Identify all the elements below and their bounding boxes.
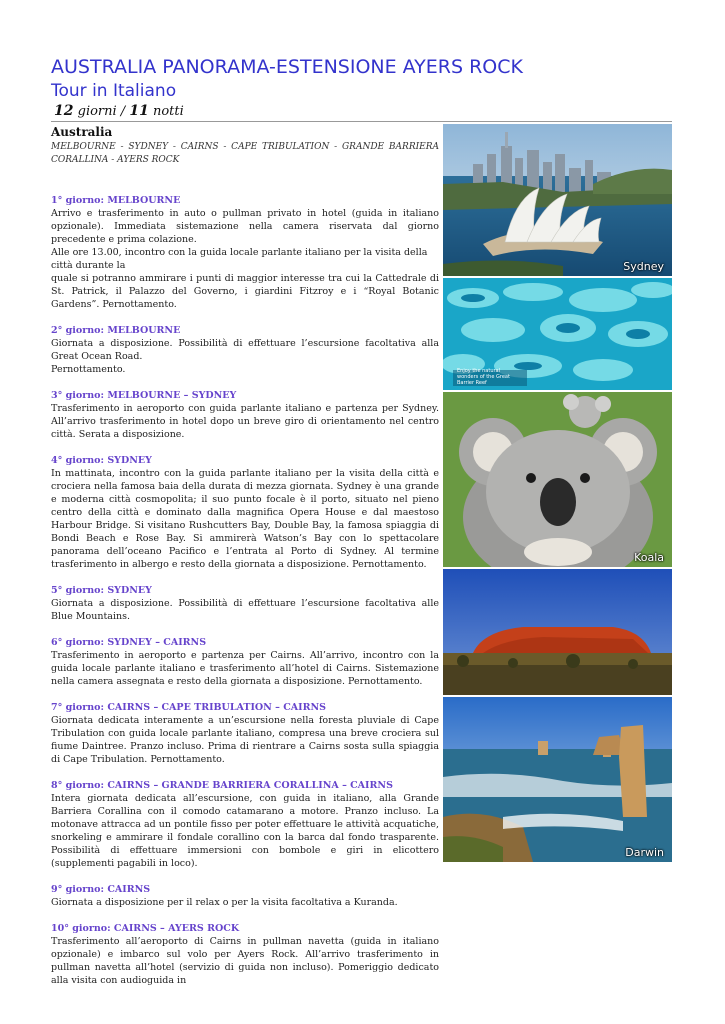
photo-column <box>443 124 672 864</box>
days-label: giorni / <box>77 104 126 119</box>
day-text: Trasferimento all’aeroporto di Cairns in pullman navetta (guida in italiano opzionale) e imbarco sul volo per Ayers Rock. All’arrivo trasferimento in pullman navetta all’hotel (servizio di guida non incluso). Pomeriggio dedicato alla visita con audioguida in <box>51 936 439 986</box>
places-list: MELBOURNE - SYDNEY - CAIRNS - CAPE TRIBULATION - GRANDE BARRIERA CORALLINA - AYERS ROCK <box>51 142 439 165</box>
day-title: 4° giorno: SYDNEY <box>51 455 152 466</box>
day-text: In mattinata, incontro con la guida parlante italiano per la visita della città e crociera nella famosa baia della durata di mezza giornata. Sydney è una grande e moderna città cosmopolita; il suo punto focale è il porto, situato nel pieno centro della città e dominato dalla magnifica Opera House e dal maestoso Harbour Bridge. Si visitano Rushcutters Bay, Double Bay, la famosa spiaggia di Bondi Beach e Rose Bay. Si ammirerà Watson’s Bay con lo spettacolare panorama dell’oceano Pacifico e l’entrata al Porto di Sydney. Al termine trasferimento in albergo e resto della giornata a disposizione. Pernottamento. <box>51 468 439 570</box>
day-text: Pernottamento. <box>51 364 126 375</box>
day-8 <box>51 779 439 870</box>
region-heading: Australia <box>51 125 113 139</box>
day-title: 10° giorno: CAIRNS – AYERS ROCK <box>51 923 240 934</box>
day-text: Trasferimento in aeroporto e partenza per Cairns. All’arrivo, incontro con la guida locale parlante italiano e trasferimento all’hotel di Cairns. Sistemazione nella camera assegnata e resto della giornata a disposizione. Pernottamento. <box>51 650 439 687</box>
day-7 <box>51 701 439 766</box>
day-title: 9° giorno: CAIRNS <box>51 884 151 895</box>
photo-caption-koala: Koala <box>634 551 664 564</box>
photo-koala <box>443 392 672 567</box>
header-divider-right <box>448 121 672 122</box>
day-3 <box>51 389 439 441</box>
photo-ayers-rock <box>443 569 672 695</box>
photo-barrier-reef <box>443 278 672 390</box>
tour-duration <box>54 103 184 119</box>
day-text: Giornata a disposizione. Possibilità di effettuare l’escursione facoltativa alla Great Ocean Road. <box>51 338 439 362</box>
days-number: 12 <box>54 103 74 119</box>
day-4 <box>51 454 439 571</box>
header-divider <box>51 121 448 122</box>
photo-caption-darwin: Darwin <box>625 846 664 859</box>
day-6 <box>51 636 439 688</box>
day-title: 6° giorno: SYDNEY – CAIRNS <box>51 637 207 648</box>
day-title: 5° giorno: SYDNEY <box>51 585 152 596</box>
day-5 <box>51 584 439 623</box>
day-text: Intera giornata dedicata all’escursione, con guida in italiano, alla Grande Barriera Corallina con il comodo catamarano a motore. Pranzo incluso. La motonave attracca ad un pontile fisso per poter effettuare le attività acquatiche, snorkeling e ammirare il fondale corallino con la barca dal fondo trasparente. Possibilità di effettuare immersioni con bombole e giri in elicottero (supplementi pagabili in loco). <box>51 793 439 869</box>
day-text: Arrivo e trasferimento in auto o pullman privato in hotel (guida in italiano opzionale). Immediata sistemazione nella camera riservata dal giorno precedente e prima colazione. <box>51 208 439 245</box>
photo-caption-reef: Enjoy the natural wonders of the Great Barrier Reef <box>457 368 510 386</box>
day-title: 3° giorno: MELBOURNE – SYDNEY <box>51 390 237 401</box>
day-1 <box>51 194 439 311</box>
day-title: 8° giorno: CAIRNS – GRANDE BARRIERA CORALLINA – CAIRNS <box>51 780 393 791</box>
day-text: Trasferimento in aeroporto con guida parlante italiano e partenza per Sydney. All’arrivo trasferimento in hotel dopo un breve giro di orientamento nel centro città. Serata a disposizione. <box>51 403 439 440</box>
day-text: Giornata a disposizione per il relax o per la visita facoltativa a Kuranda. <box>51 897 398 908</box>
page-title: AUSTRALIA PANORAMA-ESTENSIONE AYERS ROCK <box>51 56 523 78</box>
nights-label: notti <box>152 104 184 119</box>
photo-sydney <box>443 124 672 276</box>
nights-number: 11 <box>129 103 149 119</box>
page-subtitle: Tour in Italiano <box>51 81 177 101</box>
day-title: 7° giorno: CAIRNS – CAPE TRIBULATION – CAIRNS <box>51 702 327 713</box>
day-text: Giornata a disposizione. Possibilità di effettuare l’escursione facoltativa alle Blue Mountains. <box>51 598 439 622</box>
day-text: quale si potranno ammirare i punti di maggior interesse tra cui la Cattedrale di St. Patrick, il Palazzo del Governo, i giardini Fitzroy e i “Royal Botanic Gardens”. Pernottamento. <box>51 273 439 310</box>
itinerary-text <box>51 125 439 987</box>
day-9 <box>51 883 439 909</box>
photo-coast <box>443 697 672 862</box>
day-text: Giornata dedicata interamente a un’escursione nella foresta pluviale di Cape Tribulation con guida locale parlante italiano, compresa una breve crociera sul fiume Daintree. Pranzo incluso. Prima di rientrare a Cairns sosta sulla spiaggia di Cape Tribulation. Pernottamento. <box>51 715 439 765</box>
photo-caption-sydney: Sydney <box>623 260 664 273</box>
day-title: 1° giorno: MELBOURNE <box>51 195 181 206</box>
day-title: 2° giorno: MELBOURNE <box>51 325 181 336</box>
day-text: Alle ore 13.00, incontro con la guida locale parlante italiano per la visita della città durante la <box>51 247 428 271</box>
day-2 <box>51 324 439 376</box>
day-10 <box>51 922 439 987</box>
